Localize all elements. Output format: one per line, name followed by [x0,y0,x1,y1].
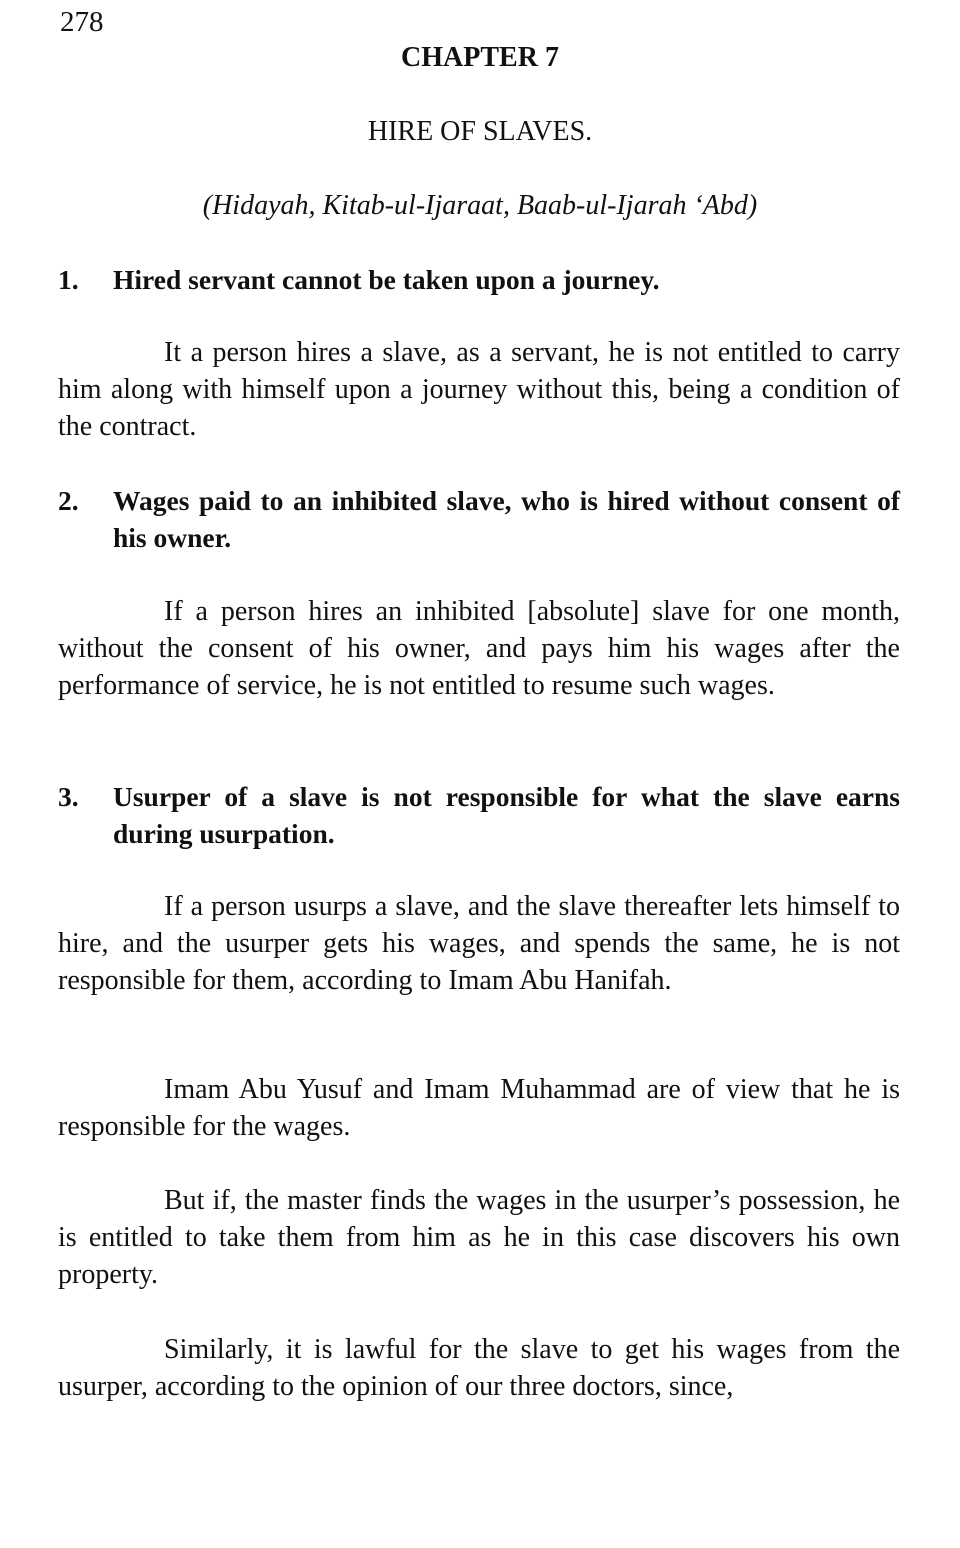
chapter-title: HIRE OF SLAVES. [367,116,593,147]
paragraph: Imam Abu Yusuf and Imam Muhammad are of view that he is responsible for the wages. [58,1074,900,1142]
source-reference: (Hidayah, Kitab-ul-Ijaraat, Baab-ul-Ijarah ‘Abd) [202,190,758,221]
section-3-heading [58,778,900,852]
section-title: Wages paid to an inhibited slave, who is hired without consent of his owner. [113,485,900,553]
chapter-heading: CHAPTER 7 [401,42,559,73]
section-number: 1. [58,264,79,295]
page-number: 278 [60,6,104,38]
section-number: 2. [58,485,79,516]
section-title: Hired servant cannot be taken upon a journey. [113,264,660,295]
paragraph: But if, the master finds the wages in the usurper’s possession, he is entitled to take them from him as he in this case discovers his own property. [58,1185,900,1290]
paragraph: If a person hires an inhibited [absolute] slave for one month, without the consent of his owner, and pays him his wages after the performance of service, he is not entitled to resume such wages. [58,596,900,701]
paragraph: It a person hires a slave, as a servant, he is not entitled to carry him along with himself upon a journey without this, being a condition of the contract. [58,337,900,442]
paragraph: Similarly, it is lawful for the slave to get his wages from the usurper, according to the opinion of our three doctors, since, [58,1334,900,1402]
section-2-heading [58,482,900,556]
section-title: Usurper of a slave is not responsible for what the slave earns during usurpation. [113,781,900,849]
section-number: 3. [58,781,79,812]
section-1-heading [58,261,900,298]
paragraph: If a person usurps a slave, and the slave thereafter lets himself to hire, and the usurper gets his wages, and spends the same, he is not responsible for them, according to Imam Abu Hanifah. [58,891,900,996]
